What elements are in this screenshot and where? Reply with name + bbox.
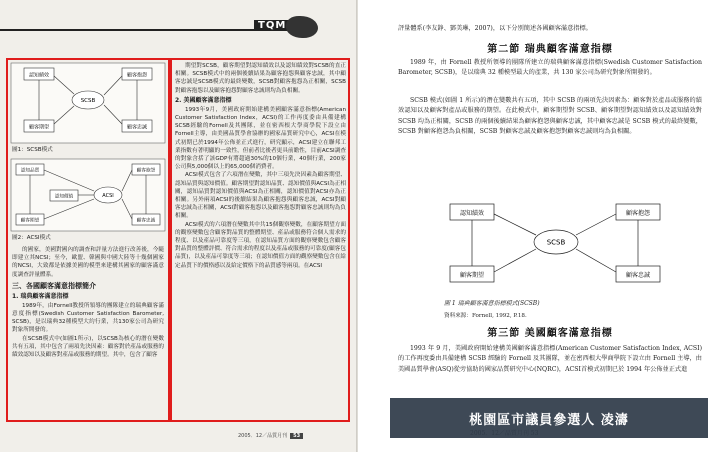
fig-node-customer-loyalty: 顧客忠誠 [625,272,651,279]
fig1-node-customer-expectation: 顧客期望 [28,124,50,131]
scsb-diagram-small [10,62,166,144]
fig1-center-scsb: SCSB [80,98,96,104]
paragraph: 1989年，由Fornell教授所領導的團隊建立的瑞典顧客滿意度指標(Swedish Customer Satisfaction Barometer, SCSB)，是以瑞典32種模型大約行業，共130家公司為研究對象所開發的。 [12,302,164,334]
fig2-caption: 圖2：ACSI模式 [12,235,51,241]
paragraph: 的國家，美國對國內的調查和評量方法進行改善後，今隨即建立其NCSI；至今，歐盟、韓國與中國大陸等十幾個國家的NCSI，大致都是依據美國的模型來建構其國家的顧客滿意度調查評量體系。 [12,247,164,278]
paragraph: 期望對SCSB，顧客期望對認知績效以及認知績效對SCSB的直正相關。SCSB模式中的兩個後續結果為顧客抱怨與顧客忠誠，其中顧客忠誠是SCSB模式的最終變數，SCSB對顧客抱怨為正相關，SCSB對顧客抱怨以及顧客抱怨對顧客忠誠則均為負相關。 [175,63,346,94]
right-para-3 [398,344,702,375]
paragraph: 在SCSB模式中(如圖1所示)，以SCSB為核心的潛在變數共有五項，其中包含了兩項先決因素：顧客對於產品或服務的績效認知以及顧客對產品或服務的期望。其中，包含了顧客 [12,335,164,359]
fig-node-customer-complaint: 顧客抱怨 [625,210,651,217]
right-figure-source: 資料來源：Fornell, 1992, P.18. [444,313,527,319]
acsi-diagram-small [10,158,166,232]
fig2-node-customer-expectation: 顧客期望 [20,218,40,224]
scsb-diagram-large [440,196,680,292]
fig2-node-perceived-quality: 認知品質 [20,168,40,174]
section2-heading: 第二節 瑞典顧客滿意指標 [487,44,613,55]
issue-label: 2005．12／品質月刊 [238,433,288,439]
left-column-text [12,246,164,359]
paragraph: 1993 年 9 月，美國政府開始建構美國顧客滿意指標(American Customer Satisfaction Index, ACSI)的工作再度委由具備建構 SCSB 經驗的 Fornell 及其團隊，並在密西根大學商學院下設立由 Fornell 主導，由美國品質學會(ASQ)從旁協助的國家品質研究中心(NQRC)，ACSI首模式初期已於 1994 年公佈並正式進 [398,345,702,373]
fig-center-scsb: SCSB [546,238,566,247]
banner-text: 桃園區市議員參選人 凌濤 [469,412,629,428]
fig-node-customer-expectation: 顧客期望 [459,272,485,279]
caption-banner [390,398,708,438]
fig1-node-customer-complaint: 顧客抱怨 [126,72,148,79]
subsection-heading: 1. 瑞典顧客滿意指標 [12,292,69,300]
fig1-node-perceived-performance: 認知績效 [28,72,50,79]
section-heading: 三、各國顧客滿意指標簡介 [12,281,96,290]
right-top-line [398,24,702,34]
right-figure-caption: 圖 1 瑞典顧客滿意指標模式(SCSB) [444,300,540,307]
fig2-node-perceived-value: 認知價值 [54,194,74,200]
right-para-2 [398,96,702,138]
paragraph: 1989 年，由 Fornell 教授所領導的團隊所建立的瑞典顧客滿意指標(Swedish Customer Satisfaction Barometer, SCSB)，是以瑞典 32 種模型最大的產業，共 130 家公司為研究對象所開發的。 [398,59,702,77]
paragraph: ACSI模式包含了六項潛在變數，其中三項先決因素為顧客期望、認知品質與認知價值。顧客期望對認知品質、認知價值與ACSI為正相關，認知品質對認知價值與ACSI為正相關，認知價值對ACSI亦為正相關。另外兩項ACSI的後續結果為顧客抱怨與顧客忠誠，ACSI對顧客忠誠為正相關，ACSI對顧客抱怨以及顧客抱怨對顧客忠誠則均為負相關。 [175,172,346,220]
left-page-footer [238,432,303,439]
paragraph: SCSB 模式(如圖 1 所示)的潛在變數共有五項，其中 SCSB 的兩項先決因素為：顧客對於產品或服務的績效認知以及顧客對產品或服務的期望。在此模式中，顧客期望對 SCSB、顧客期望對認知績效以及認知績效對 SCSB 均為正相關，SCSB 的兩個後續結果為顧客抱怨與顧客忠誠，其中顧客忠誠是 SCSB 模式的最終變數，SCSB 對顧客抱怨為負相關，SCSB 對顧客忠誠及顧客抱怨對顧客忠誠則均為負相關。 [398,97,702,136]
header-rule [0,29,270,31]
right-para-1 [398,58,702,79]
paragraph: 1993年9月，美國政府開始建構美國顧客滿意指標(American Customer Satisfaction Index，ACSI)的工作再度委由具備建構SCSB經驗的Fornell及其團隊，並在密西根大學商學院下設立由Fornell主導，由美國品質學會協辦的國家品質研究中心，ACSI在模式初期已於1994年公佈並正式進行，研究顯示，ACSI建立在聯邦工業指數有著明顯的一致性，但前者比後者更具前瞻性，目前ACSI調查的對象含括了該GDP有將超過30%的10個行業，40個行業，200家公司與5,000個以上的65,000個消費者。 [175,106,346,171]
tqm-label: TQM [254,20,290,31]
fig1-node-customer-loyalty: 顧客忠誠 [126,124,148,131]
subsection-heading: 2. 美國顧客滿意指標 [175,96,232,104]
paragraph: 評量體系(李友錚、鄧美琳，2007)，以下分別簡述各國顧客滿意指標。 [398,25,592,32]
fig1-caption: 圖1：SCSB模式 [12,147,53,153]
section3-heading: 第三節 美國顧客滿意指標 [487,328,613,339]
right-column-text [175,62,346,270]
fig2-node-customer-loyalty: 顧客忠誠 [136,218,156,224]
fig2-center-acsi: ACSI [102,193,114,199]
header-ink-blot [286,16,318,38]
fig-node-perceived-performance: 認知績效 [459,210,485,217]
page-number: 53 [290,433,303,439]
paragraph: ACSI模式的六項潛在變數其中共15個觀察變數，在顧客期望方面的觀察變數包含顧客對品質的整體期望、產品或服務符合個人需求的程度、以及產品可靠度等三項，在認知品質方面的觀察變數包含顧客對品質的整體評價、符合需求的程度以及產品或服務的可靠度(顧客包品質)，以及產品可靠度等三項；在認知價值方面的觀察變數包含在給定品質下的價格感以及給定價格下的品質感等兩項。在ACSI [175,221,346,269]
fig2-node-customer-complaint: 顧客抱怨 [136,168,156,174]
tqm-header [0,8,358,38]
